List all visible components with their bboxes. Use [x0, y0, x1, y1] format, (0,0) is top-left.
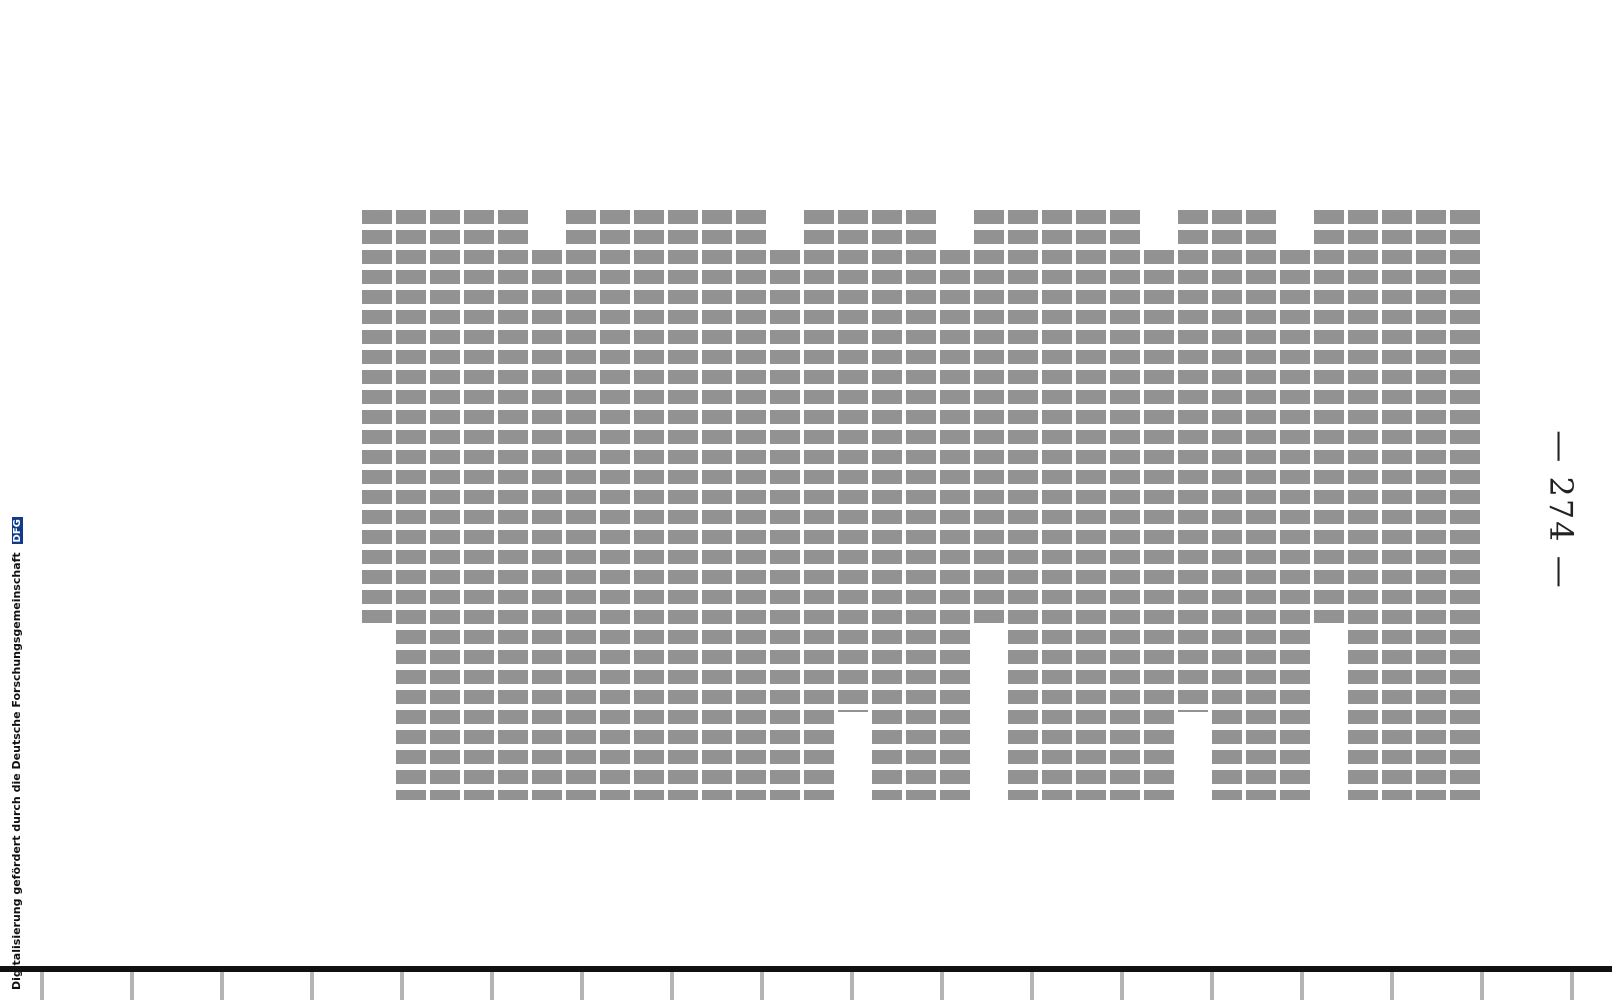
body-text-block — [358, 210, 1480, 800]
text-line — [804, 210, 834, 800]
text-line — [1076, 210, 1106, 800]
text-line — [464, 210, 494, 800]
digitization-attribution — [10, 517, 23, 990]
text-line — [1110, 210, 1140, 800]
text-line — [362, 210, 392, 623]
text-line — [430, 210, 460, 800]
text-line — [736, 210, 766, 800]
text-line — [1246, 210, 1276, 800]
text-line — [634, 210, 664, 800]
scan-edge-bleed — [0, 972, 1612, 1000]
text-line — [1450, 210, 1480, 800]
text-line — [532, 250, 562, 800]
attribution-text: Digitalisierung gefördert durch die Deutsche Forschungsgemeinschaft — [10, 552, 23, 990]
text-line — [940, 250, 970, 800]
text-line — [1348, 210, 1378, 800]
dfg-logo-icon: DFG — [11, 519, 23, 543]
text-line — [396, 210, 426, 800]
text-line — [668, 210, 698, 800]
text-line — [702, 210, 732, 800]
text-line — [838, 210, 868, 712]
text-line — [770, 250, 800, 800]
text-line — [498, 210, 528, 800]
text-line — [1314, 210, 1344, 623]
text-line — [1008, 210, 1038, 800]
text-line — [600, 210, 630, 800]
text-line — [1144, 250, 1174, 800]
text-line — [974, 210, 1004, 623]
text-line — [1280, 250, 1310, 800]
text-line — [906, 210, 936, 800]
text-line — [1212, 210, 1242, 800]
text-line — [872, 210, 902, 800]
text-line — [566, 210, 596, 800]
page-number: — 274 — — [1542, 430, 1580, 590]
text-line — [1042, 210, 1072, 800]
text-line — [1382, 210, 1412, 800]
text-line — [1416, 210, 1446, 800]
text-line — [1178, 210, 1208, 712]
rotated-page — [240, 180, 1580, 840]
